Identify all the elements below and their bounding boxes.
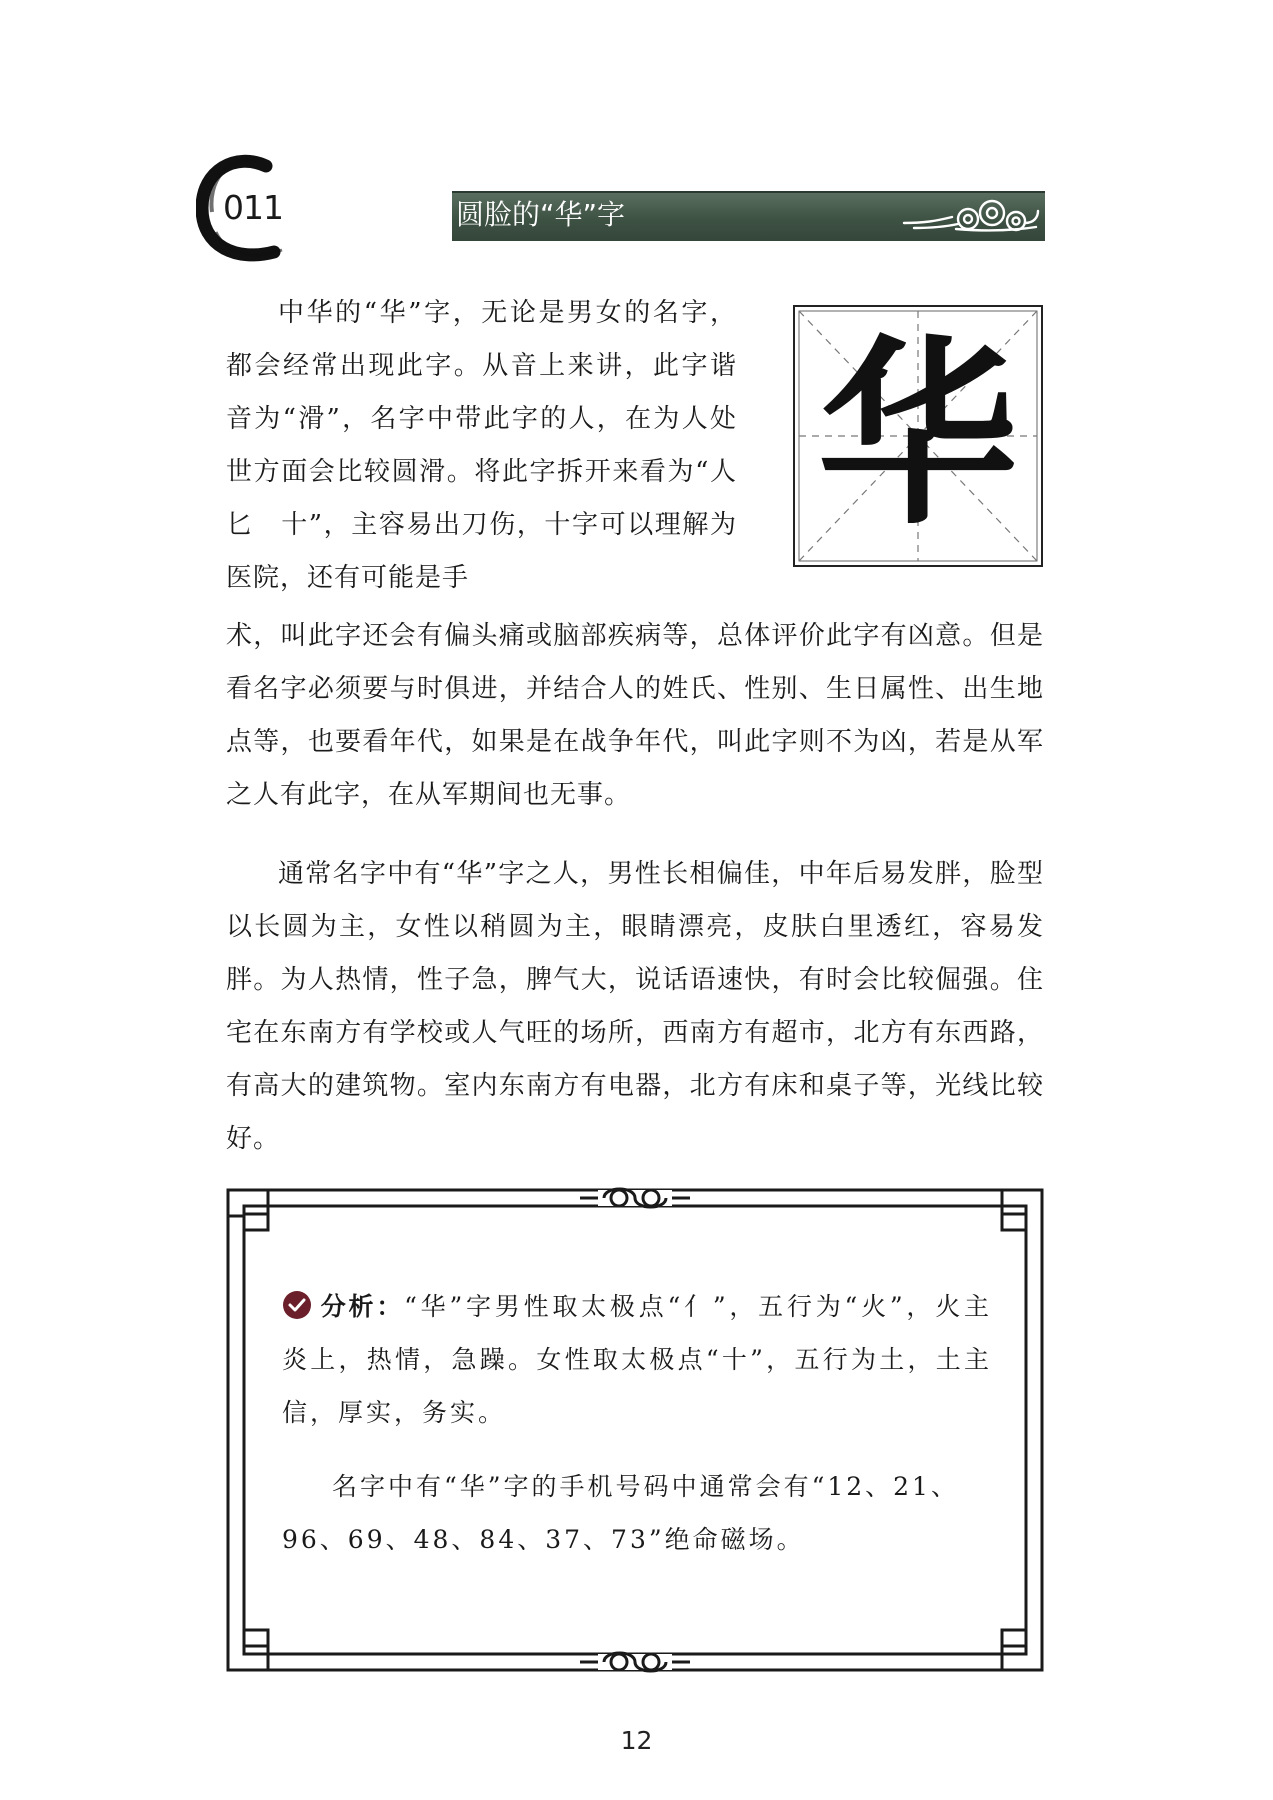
analysis-paragraph-1 <box>282 1280 992 1439</box>
analysis-text-1: “华”字男性取太极点“亻”，五行为“火”，火主炎上，热情，急躁。女性取太极点“十”，五行为土，土主信，厚实，务实。 <box>282 1292 992 1427</box>
analysis-paragraph-2: 名字中有“华”字的手机号码中通常会有“12、21、96、69、48、84、37、73”绝命磁场。 <box>282 1472 959 1554</box>
page-title: 圆脸的“华”字 <box>456 198 626 231</box>
cloud-ornament-icon <box>900 197 1042 237</box>
chapter-number: 011 <box>223 188 283 227</box>
paragraph-1-bottom: 术，叫此字还会有偏头痛或脑部疾病等，总体评价此字有凶意。但是看名字必须要与时俱进，并结合人的姓氏、性别、生日属性、出生地点等，也要看年代，如果是在战争年代，叫此字则不为凶，若是从军之人有此字，在从军期间也无事。 <box>226 621 1044 810</box>
page-number: 12 <box>620 1726 653 1755</box>
analysis-label: 分析： <box>320 1292 405 1321</box>
paragraph-1-top: 中华的“华”字，无论是男女的名字，都会经常出现此字。从音上来讲，此字谐音为“滑”，名字中带此字的人，在为人处世方面会比较圆滑。将此字拆开来看为“人 匕 十”，主容易出刀伤，十字可以理解为医院，还有可能是手 <box>226 298 765 593</box>
paragraph-2: 通常名字中有“华”字之人，男性长相偏佳，中年后易发胖，脸型以长圆为主，女性以稍圆为主，眼睛漂亮，皮肤白里透红，容易发胖。为人热情，性子急，脾气大，说话语速快，有时会比较倔强。住宅在东南方有学校或人气旺的场所，西南方有超市，北方有东西路，有高大的建筑物。室内东南方有电器，北方有床和桌子等，光线比较好。 <box>226 859 1044 1154</box>
featured-character: 华 <box>817 319 1018 552</box>
check-circle-icon <box>282 1290 312 1320</box>
